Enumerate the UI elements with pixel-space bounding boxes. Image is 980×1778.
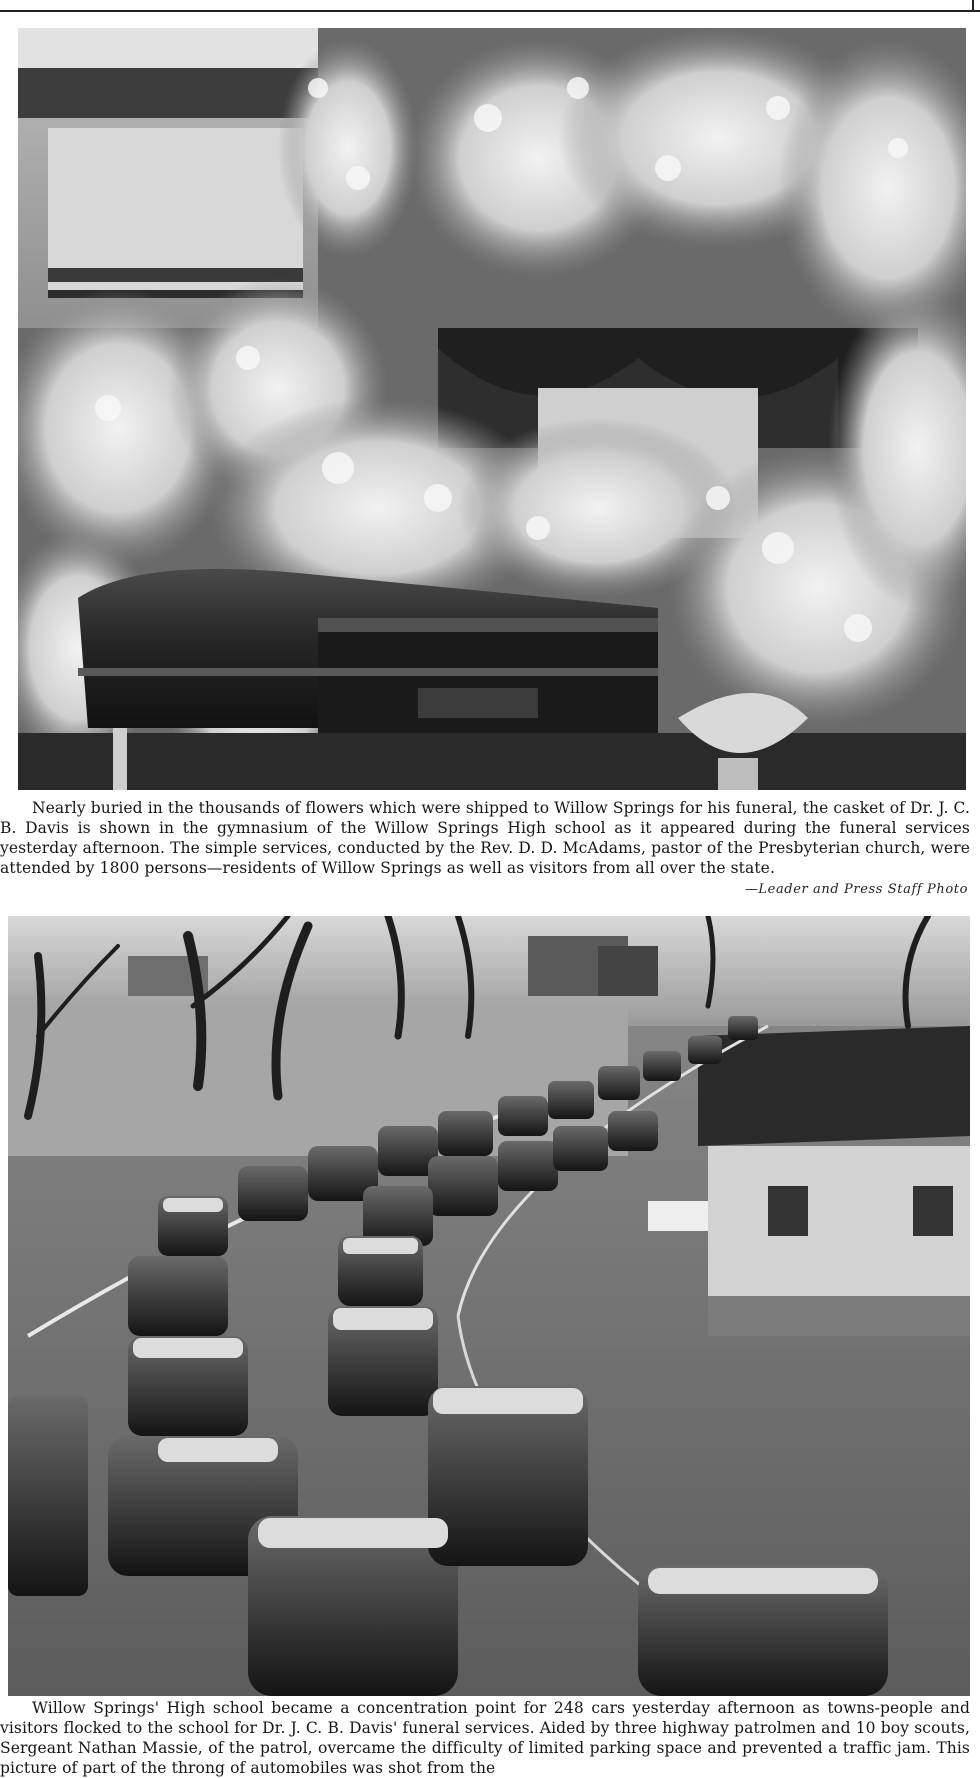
caption-bottom-text: Willow Springs' High school became a concentration point for 248 cars yesterday afternoon as towns-people and visitors flocked to the school for Dr. J. C. B. Davis' funeral services. Aided by three highway patrolmen and 10 boy scouts, Sergeant Nathan Massie, of the patrol, overcame the difficulty of limited parking space and prevented a traffic jam. This picture of part of the throng of automobiles was shot from the (0, 1699, 970, 1777)
caption-top-text: Nearly buried in the thousands of flowers which were shipped to Willow Springs for his funeral, the casket of Dr. J. C. B. Davis is shown in the gymnasium of the Willow Springs High school as it appeared during the funeral services yesterday afternoon. The simple services, conducted by the Rev. D. D. McAdams, pastor of the Presbyterian church, were attended by 1800 persons—residents of Willow Springs as well as visitors from all over the state. (0, 799, 970, 877)
photo-casket-flowers (18, 28, 966, 790)
top-rule (0, 0, 980, 12)
photo-credit: —Leader and Press Staff Photo (744, 882, 968, 897)
caption-top (0, 798, 970, 878)
photo-parked-cars (8, 916, 970, 1696)
photo-casket-flowers-image (18, 28, 966, 790)
rule-tick (972, 0, 974, 10)
caption-bottom (0, 1698, 970, 1778)
photo-parked-cars-image (8, 916, 970, 1696)
